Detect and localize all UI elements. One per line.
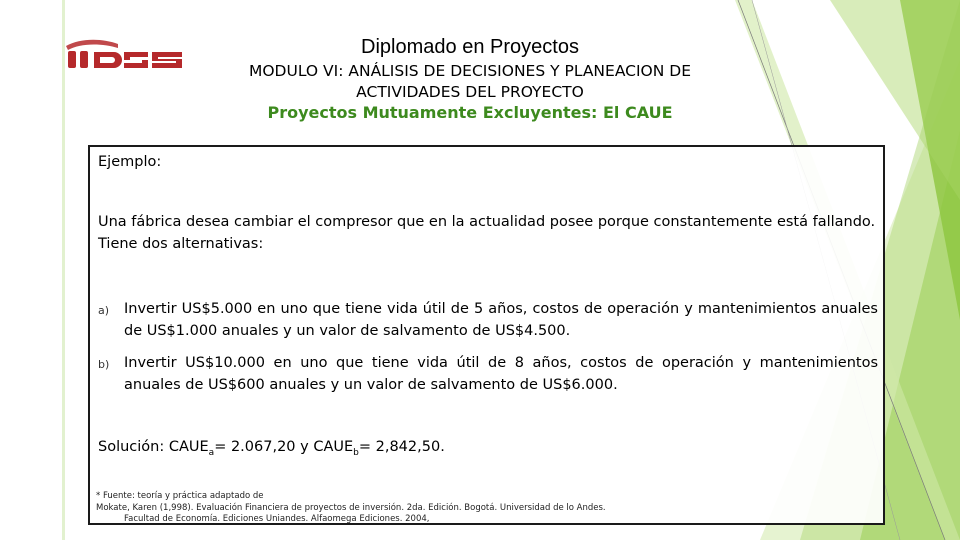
module-line-2: ACTIVIDADES DEL PROYECTO bbox=[356, 83, 584, 101]
list-item-text: Invertir US$10.000 en uno que tiene vida útil de 8 años, costos de operación y mantenimientos anuales de US$600 anuales y un valor de salvamento de US$6.000. bbox=[124, 355, 878, 393]
content-box bbox=[88, 145, 885, 525]
solution-mid: = 2.067,20 y CAUE bbox=[214, 439, 354, 455]
list-marker: a) bbox=[98, 304, 110, 317]
problem-statement: Una fábrica desea cambiar el compresor que en la actualidad posee porque constantemente está fallando. Tiene dos alternativas: bbox=[98, 214, 876, 252]
footnote bbox=[96, 491, 876, 526]
example-heading: Ejemplo: bbox=[98, 154, 162, 170]
list-item bbox=[98, 298, 878, 342]
footnote-line-1: * Fuente: teoría y práctica adaptado de bbox=[96, 491, 264, 501]
solution-prefix: Solución: CAUE bbox=[98, 439, 209, 455]
slide-title: Diplomado en Proyectos bbox=[361, 36, 579, 58]
module-line-1: MODULO VI: ANÁLISIS DE DECISIONES Y PLANEACION DE bbox=[248, 62, 691, 80]
solution-line bbox=[98, 436, 445, 464]
footnote-line-3: Facultad de Economía. Ediciones Uniandes. Alfaomega Ediciones. 2004, bbox=[124, 514, 430, 524]
slide-subtitle: Proyectos Mutuamente Excluyentes: El CAUE bbox=[267, 103, 673, 122]
solution-suffix: = 2,842,50. bbox=[358, 439, 445, 455]
subscript-a: a bbox=[208, 447, 215, 458]
list-item bbox=[98, 352, 878, 396]
ies-logo bbox=[62, 32, 188, 72]
subscript-b: b bbox=[353, 447, 359, 458]
list-item-text: Invertir US$5.000 en uno que tiene vida útil de 5 años, costos de operación y mantenimientos anuales de US$1.000 anuales y un valor de salvamento de US$4.500. bbox=[124, 301, 878, 339]
list-marker: b) bbox=[98, 358, 110, 371]
footnote-line-2: Mokate, Karen (1,998). Evaluación Financiera de proyectos de inversión. 2da. Edición. Bogotá. Universidad de lo Andes. bbox=[96, 502, 606, 513]
module-title bbox=[210, 61, 730, 103]
